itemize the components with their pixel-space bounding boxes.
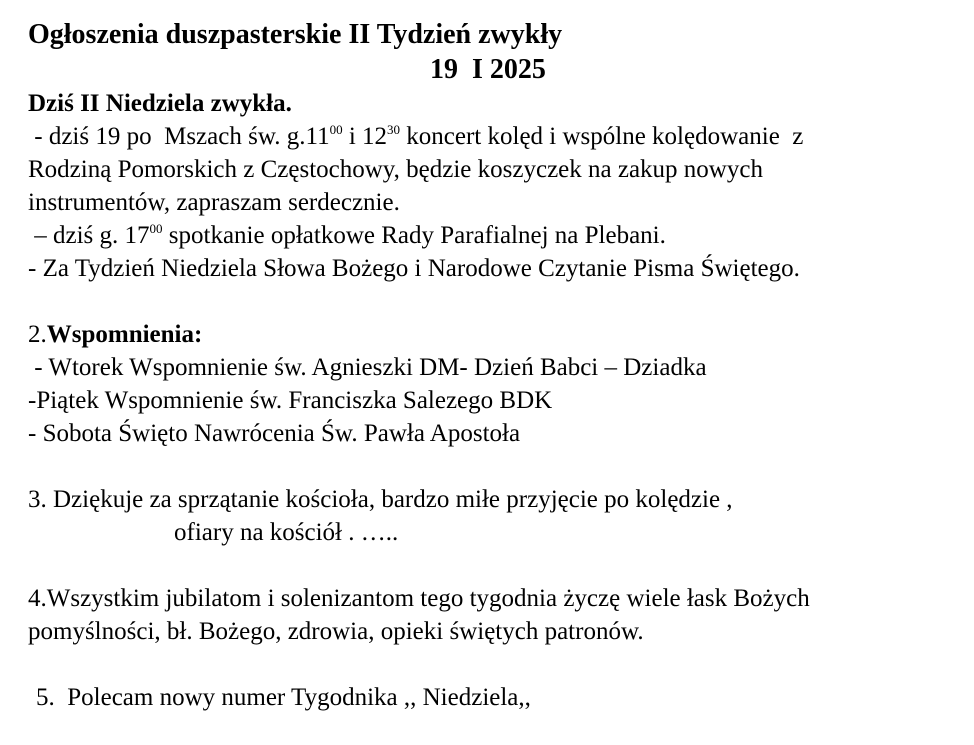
section4-line-2: pomyślności, bł. Bożego, zdrowia, opieki świętych patronów.: [28, 618, 644, 645]
section1-line-4-sup: 00: [149, 221, 163, 236]
section1-heading: Dziś II Niedziela zwykła.: [28, 90, 292, 117]
section1-line-1-text-c: koncert kolęd i wspólne kolędowanie z: [400, 123, 804, 150]
section2-item: -Piątek Wspomnienie św. Franciszka Salezego BDK: [28, 387, 553, 414]
section4-line-1: 4.Wszystkim jubilatom i solenizantom tego tygodnia życzę wiele łask Bożych: [28, 585, 810, 612]
section1-line-4-text-b: spotkanie opłatkowe Rady Parafialnej na Plebani.: [162, 222, 666, 249]
announcement-document: [28, 17, 958, 714]
spacer: [28, 450, 958, 483]
section1-line-5: - Za Tydzień Niedziela Słowa Bożego i Narodowe Czytanie Pisma Świętego.: [28, 255, 800, 282]
section3-line-2: ofiary na kościół . …..: [174, 519, 399, 546]
section1-line-1-text-b: i 12: [342, 123, 388, 150]
section2-heading: Wspomnienia:: [46, 321, 203, 348]
section1-line-2: Rodziną Pomorskich z Częstochowy, będzie koszyczek na zakup nowych: [28, 156, 763, 183]
section5-line-1: 5. Polecam nowy numer Tygodnika ,, Niedziela,,: [36, 684, 531, 711]
section2-heading-line: [28, 318, 958, 351]
section1-line-1-text-a: - dziś 19 po Mszach św. g.11: [28, 123, 330, 150]
section2-number: 2.: [28, 321, 47, 348]
section1-line-1-sup-1: 00: [329, 122, 343, 137]
spacer: [28, 285, 958, 318]
section1-line-1: [28, 120, 958, 153]
section1-line-3: instrumentów, zapraszam serdecznie.: [28, 189, 400, 216]
section1-line-4-text-a: – dziś g. 17: [28, 222, 150, 249]
section2-item: - Wtorek Wspomnienie św. Agnieszki DM- Dzień Babci – Dziadka: [28, 354, 707, 381]
spacer: [28, 549, 958, 582]
section2-item: - Sobota Święto Nawrócenia Św. Pawła Apostoła: [28, 420, 521, 447]
section1-line-4: [28, 219, 958, 252]
document-title: Ogłoszenia duszpasterskie II Tydzień zwykły: [28, 19, 563, 50]
section3-line-1: 3. Dziękuje za sprzątanie kościoła, bardzo miłe przyjęcie po kolędzie ,: [28, 486, 733, 513]
spacer: [28, 648, 958, 681]
section1-line-1-sup-2: 30: [387, 122, 401, 137]
document-date: 19 I 2025: [430, 54, 546, 85]
